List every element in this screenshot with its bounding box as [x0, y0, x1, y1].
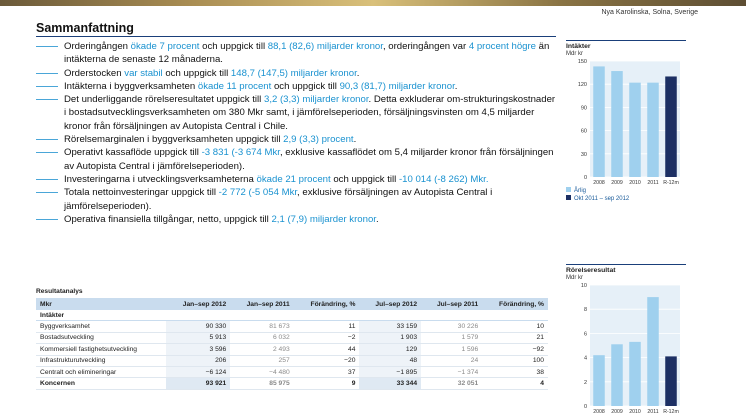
- col-header: Mkr: [36, 298, 166, 310]
- y-tick-label: 60: [580, 128, 587, 135]
- bullet-text: Intäkterna i byggverksamheten: [64, 80, 198, 92]
- table-cell: 2 493: [230, 344, 293, 355]
- table-cell: −4 480: [230, 366, 293, 377]
- y-tick-label: 150: [577, 59, 587, 65]
- bullet-text: , orderingången var: [382, 41, 469, 52]
- bullet-text: Orderingången: [64, 41, 131, 52]
- chart-unit: Mdr kr: [566, 275, 583, 281]
- bar: [629, 83, 641, 177]
- title-divider: [36, 36, 556, 37]
- highlighted-figure: 2,1 (7,9) miljarder kronor: [271, 213, 376, 225]
- table-cell: Infrastrukturutveckling: [36, 355, 166, 366]
- table-cell: 5 913: [166, 332, 230, 343]
- table-cell: 30 226: [421, 321, 482, 332]
- bullet-text: Investeringarna i utvecklingsverksamheterna: [64, 173, 257, 185]
- bar: [665, 76, 677, 177]
- table-total-row: [36, 378, 548, 389]
- bullet-dash: [36, 179, 58, 180]
- table-row: [36, 366, 548, 377]
- cover-photo-strip: [0, 0, 746, 6]
- table-cell: Koncernen: [36, 378, 166, 389]
- col-header: Jul–sep 2012: [359, 298, 421, 310]
- table-cell: 24: [421, 355, 482, 366]
- table-cell: 9: [294, 378, 360, 389]
- y-tick-label: 8: [583, 307, 587, 314]
- table-cell: 206: [166, 355, 230, 366]
- table-cell: 21: [482, 332, 548, 343]
- bullet-text: Det underliggande rörelseresultatet uppgick till: [64, 94, 264, 106]
- col-header: Jan–sep 2011: [230, 298, 293, 310]
- legend-swatch: [566, 187, 571, 192]
- summary-bullet-list: [36, 40, 556, 226]
- bullet-text: , exklusive försäljningen av Autopista Central i jämförelseperioden).: [64, 187, 493, 212]
- photo-caption: Nya Karolinska, Solna, Sverige: [601, 9, 698, 16]
- bullet-text: , exklusive kassaflödet om 5,4 miljarder kronor från försäljningen av Autopista Central i jämförelseperioden).: [64, 147, 554, 172]
- y-tick-label: 90: [580, 105, 587, 112]
- revenue-chart: [566, 40, 686, 203]
- bullet-dash: [36, 152, 58, 153]
- summary-bullet: [36, 186, 556, 213]
- y-tick-label: 4: [583, 355, 587, 362]
- chart-legend: [566, 187, 686, 203]
- table-cell: −2: [294, 332, 360, 343]
- bullet-dash: [36, 46, 58, 47]
- x-tick-label: 2009: [611, 409, 623, 415]
- table-cell: −1 895: [359, 366, 421, 377]
- table-cell: 44: [294, 344, 360, 355]
- table-cell: 32 051: [421, 378, 482, 389]
- table-cell: 11: [294, 321, 360, 332]
- highlighted-figure: -10 014 (-8 262) Mkr.: [398, 173, 489, 185]
- highlighted-figure: 2,9 (3,3) procent: [283, 134, 354, 146]
- table-cell: 129: [359, 344, 421, 355]
- highlighted-figure: 148,7 (147,5) miljarder kronor: [230, 67, 357, 79]
- table-cell: 100: [482, 355, 548, 366]
- bullet-dash: [36, 139, 58, 140]
- legend-entry: [566, 195, 686, 203]
- table-cell: 48: [359, 355, 421, 366]
- bullet-text: och uppgick till: [162, 67, 231, 79]
- bullet-text: .: [454, 80, 458, 92]
- highlighted-figure: ökade 7 procent: [130, 41, 200, 52]
- table-cell: 1 579: [421, 332, 482, 343]
- bullet-dash: [36, 219, 58, 220]
- table-cell: 4: [482, 378, 548, 389]
- bullet-text: . Detta exkluderar om-strukturingskostnader i bostadsutvecklingsverksamheten om 380 Mkr samt, i jämförelseperioden, försäljningsvinsten om 4,5 miljarder kronor från försäljningen av Autopista Central i Chile.: [64, 94, 556, 132]
- table-cell: Bostadsutveckling: [36, 332, 166, 343]
- y-tick-label: 120: [577, 82, 587, 89]
- y-tick-label: 0: [583, 175, 587, 181]
- bullet-text: Rörelsemarginalen i byggverksamheten uppgick till: [64, 134, 284, 146]
- table-cell: 90 330: [166, 321, 230, 332]
- x-tick-label: 2009: [611, 180, 623, 186]
- bullet-text: Totala nettoinvesteringar uppgick till: [64, 187, 219, 199]
- col-header: Jul–sep 2011: [421, 298, 482, 310]
- x-tick-label: 2008: [593, 409, 605, 415]
- legend-label: Okt 2011 – sep 2012: [574, 196, 630, 202]
- bullet-text: än intäkterna de senaste 12 månaderna.: [64, 41, 550, 66]
- table-cell: 85 975: [230, 378, 293, 389]
- col-header: Förändring, %: [482, 298, 548, 310]
- legend-swatch: [566, 195, 571, 200]
- x-tick-label: 2011: [647, 180, 659, 186]
- table-cell: 1 903: [359, 332, 421, 343]
- chart-title: Intäkter: [566, 40, 686, 50]
- bullet-dash: [36, 192, 58, 193]
- results-table: [36, 298, 548, 390]
- x-tick-label: 2011: [647, 409, 659, 415]
- bullet-dash: [36, 86, 58, 87]
- bullet-dash: [36, 73, 58, 74]
- bar: [665, 356, 677, 406]
- highlighted-figure: -2 772 (-5 054 Mkr: [218, 187, 298, 199]
- table-row: [36, 321, 548, 332]
- y-tick-label: 6: [583, 331, 587, 338]
- table-header-row: [36, 298, 548, 310]
- bar: [647, 83, 659, 177]
- bar: [611, 344, 623, 406]
- chart-unit: Mdr kr: [566, 51, 583, 57]
- bullet-text: .: [356, 67, 360, 79]
- bullet-text: .: [353, 134, 357, 146]
- table-cell: 81 673: [230, 321, 293, 332]
- table-cell: 6 032: [230, 332, 293, 343]
- y-tick-label: 2: [583, 379, 587, 386]
- bullet-text: Orderstocken: [64, 67, 125, 79]
- table-cell: 33 159: [359, 321, 421, 332]
- table-cell: −20: [294, 355, 360, 366]
- highlighted-figure: -3 831 (-3 674 Mkr: [201, 147, 280, 159]
- legend-entry: [566, 187, 686, 195]
- bullet-text: .: [375, 213, 379, 225]
- summary-bullet: [36, 93, 556, 133]
- highlighted-figure: ökade 11 procent: [197, 80, 272, 92]
- summary-bullet: [36, 80, 556, 93]
- summary-bullet: [36, 146, 556, 173]
- highlighted-figure: 3,2 (3,3) miljarder kronor: [263, 94, 369, 106]
- operating-income-bar-chart: [566, 281, 686, 416]
- table-row: [36, 344, 548, 355]
- table-section-row: [36, 310, 548, 321]
- bullet-text: Operativa finansiella tillgångar, netto, uppgick till: [64, 213, 272, 225]
- table-cell: 93 921: [166, 378, 230, 389]
- table-cell: 3 596: [166, 344, 230, 355]
- bar: [611, 71, 623, 177]
- col-header: Jan–sep 2012: [166, 298, 230, 310]
- table-cell: 1 596: [421, 344, 482, 355]
- legend-label: Årlig: [574, 188, 587, 194]
- highlighted-figure: 90,3 (81,7) miljarder kronor: [339, 80, 455, 92]
- table-row: [36, 332, 548, 343]
- section-label: Intäkter: [36, 310, 548, 321]
- table-cell: Centralt och elimineringar: [36, 366, 166, 377]
- page-title: Sammanfattning: [36, 21, 134, 35]
- y-tick-label: 30: [580, 151, 587, 158]
- table-cell: Kommersiell fastighetsutveckling: [36, 344, 166, 355]
- x-tick-label: 2010: [629, 180, 641, 186]
- y-tick-label: 10: [580, 283, 587, 289]
- operating-income-chart: [566, 264, 686, 416]
- bar: [629, 342, 641, 406]
- bar: [647, 297, 659, 406]
- table-cell: −92: [482, 344, 548, 355]
- bar: [593, 66, 605, 177]
- bullet-text: och uppgick till: [271, 80, 340, 92]
- summary-bullet: [36, 213, 556, 226]
- bullet-dash: [36, 99, 58, 100]
- bullet-text: och uppgick till: [330, 173, 399, 185]
- col-header: Förändring, %: [294, 298, 360, 310]
- table-cell: −6 124: [166, 366, 230, 377]
- x-tick-label: R-12m: [663, 180, 679, 186]
- table-cell: 38: [482, 366, 548, 377]
- bullet-text: och uppgick till: [199, 41, 268, 52]
- highlighted-figure: var stabil: [124, 67, 163, 79]
- highlighted-figure: 4 procent högre: [468, 41, 537, 52]
- summary-bullet: [36, 40, 556, 67]
- x-tick-label: 2010: [629, 409, 641, 415]
- y-tick-label: 0: [583, 404, 587, 410]
- table-cell: 10: [482, 321, 548, 332]
- table-row: [36, 355, 548, 366]
- table-cell: 33 344: [359, 378, 421, 389]
- summary-bullet: [36, 173, 556, 186]
- table-cell: Byggverksamhet: [36, 321, 166, 332]
- bullet-text: Operativt kassaflöde uppgick till: [64, 147, 202, 159]
- table-cell: 257: [230, 355, 293, 366]
- highlighted-figure: 88,1 (82,6) miljarder kronor: [267, 41, 383, 52]
- table-title: Resultatanalys: [36, 288, 83, 295]
- table-cell: 37: [294, 366, 360, 377]
- summary-bullet: [36, 133, 556, 146]
- chart-title: Rörelseresultat: [566, 264, 686, 274]
- revenue-bar-chart: [566, 57, 686, 187]
- highlighted-figure: ökade 21 procent: [256, 173, 331, 185]
- x-tick-label: 2008: [593, 180, 605, 186]
- bar: [593, 355, 605, 406]
- table-cell: −1 374: [421, 366, 482, 377]
- summary-bullet: [36, 67, 556, 80]
- x-tick-label: R-12m: [663, 409, 679, 415]
